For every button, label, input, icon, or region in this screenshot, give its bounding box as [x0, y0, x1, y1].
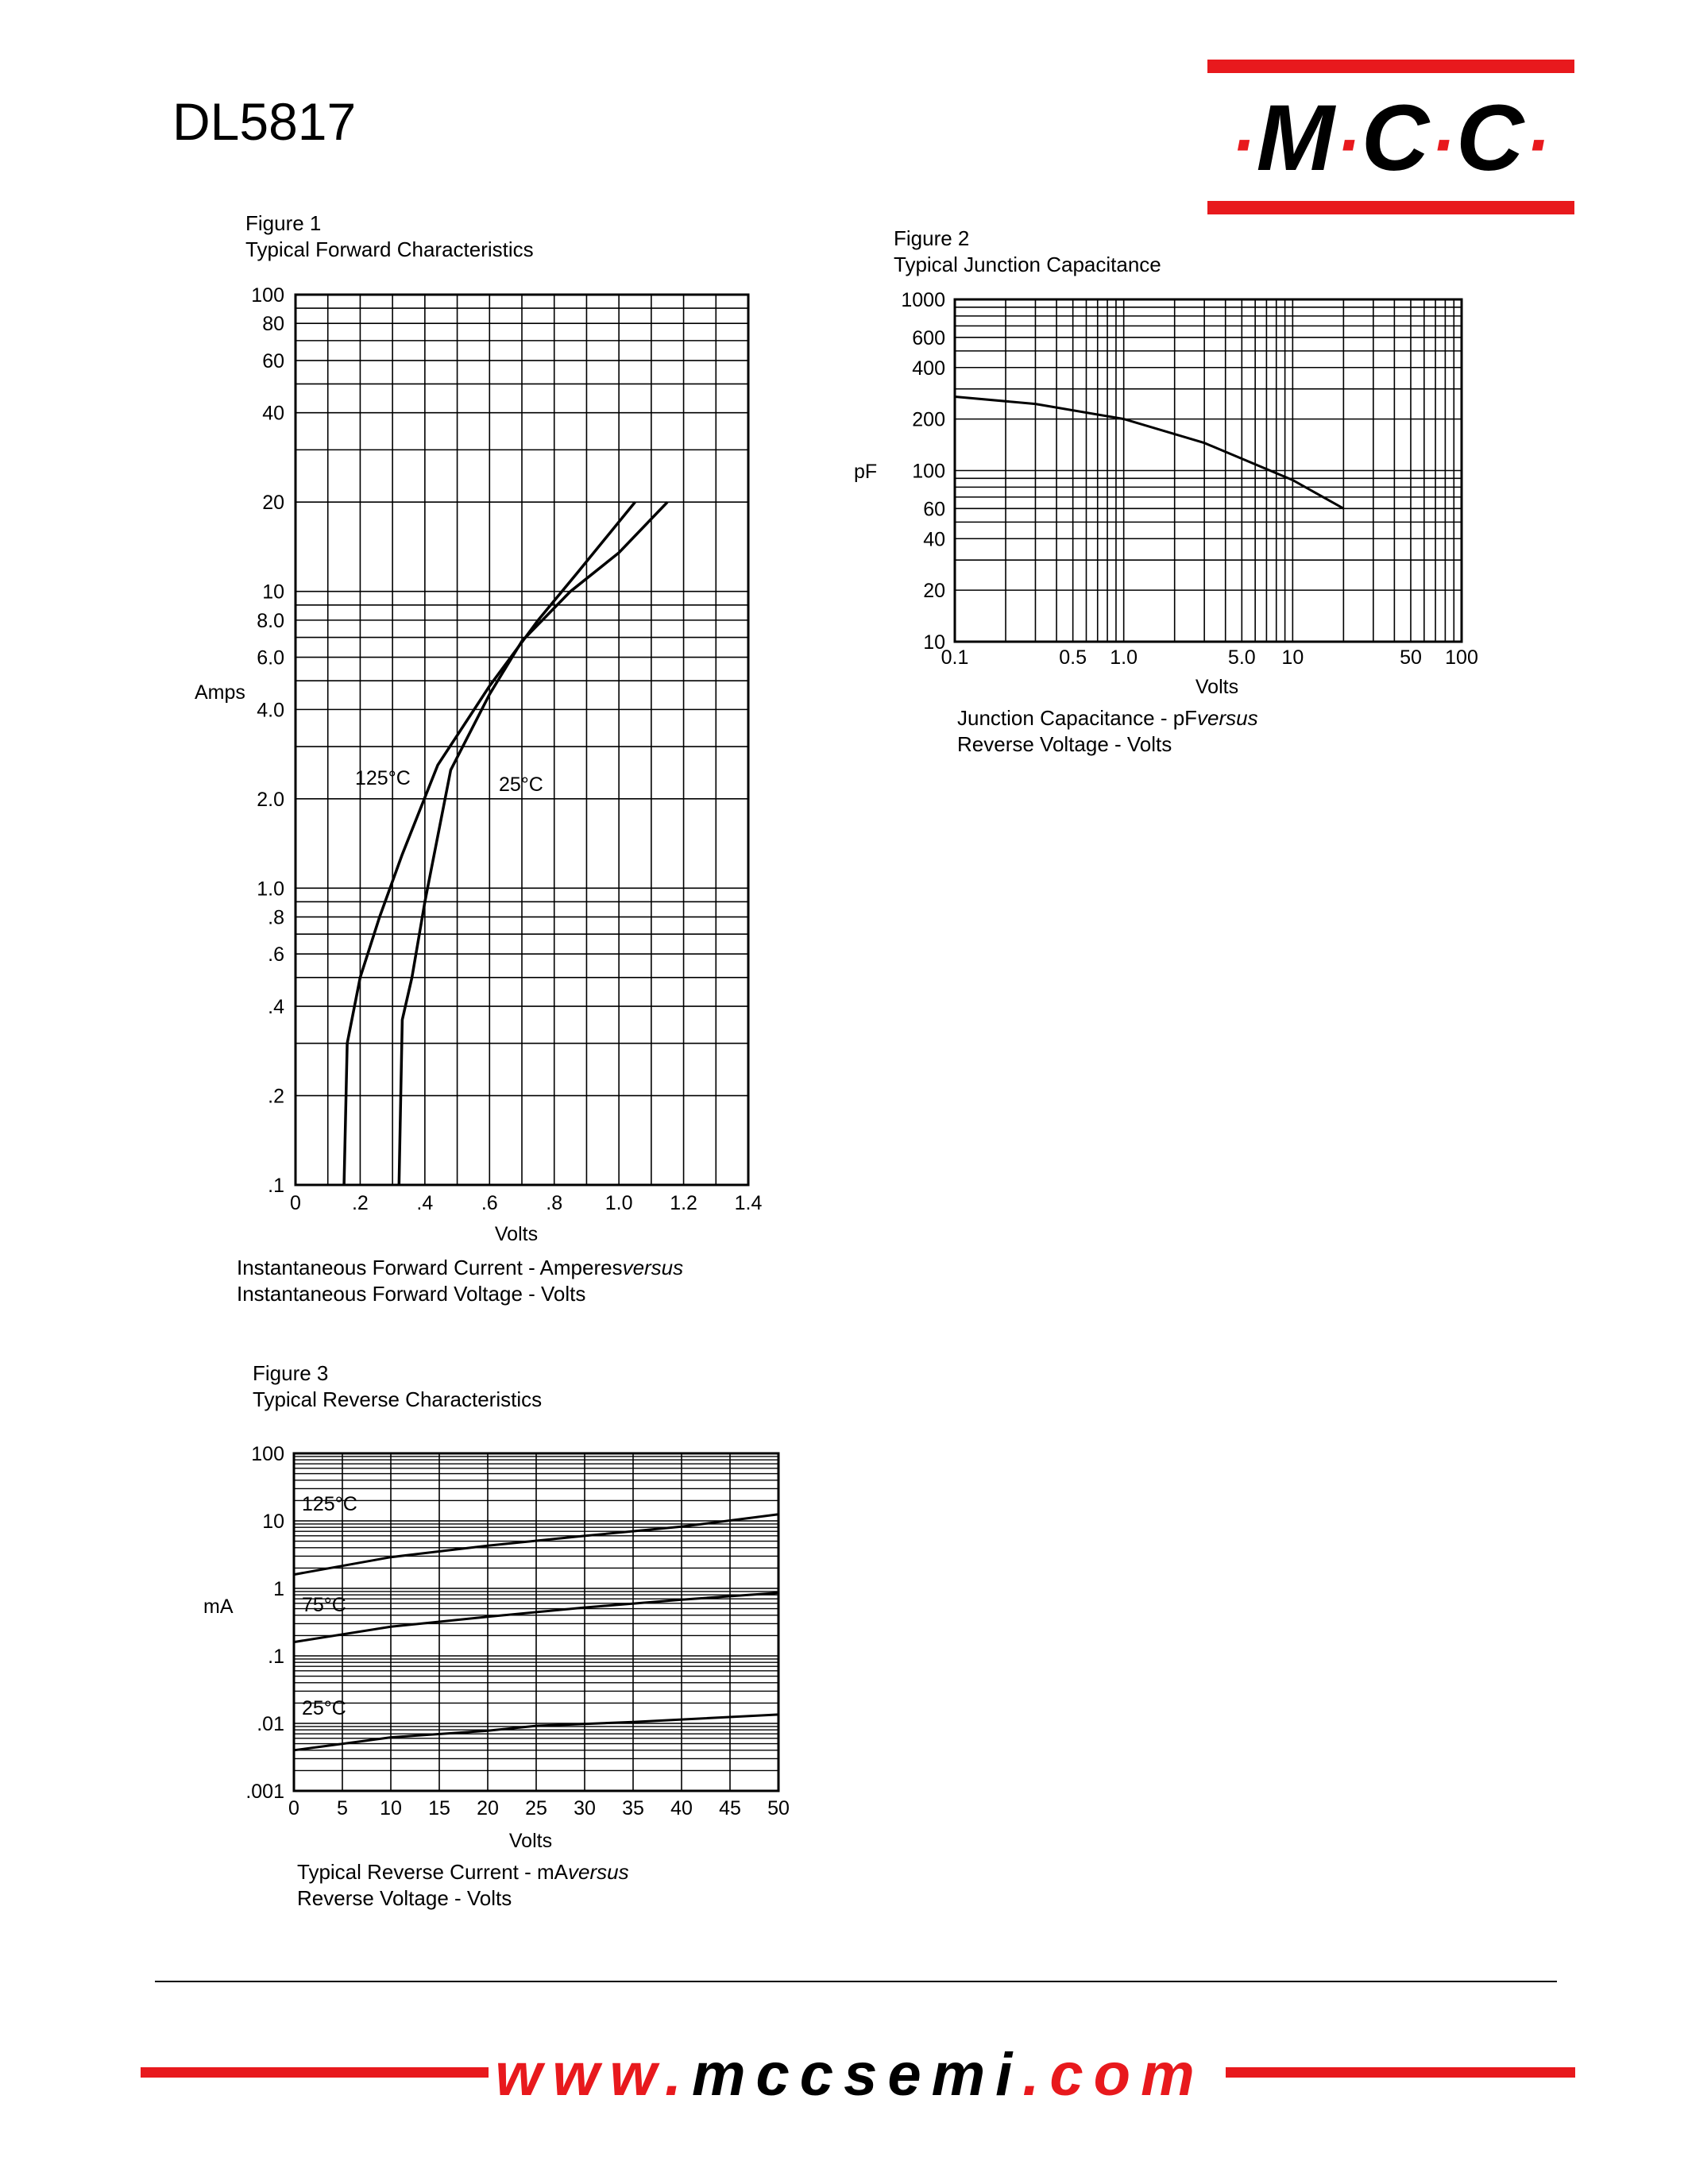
y-tick-label: 6.0 [257, 646, 284, 669]
x-tick-label: 0.5 [1059, 646, 1087, 669]
y-axis-label: mA [203, 1596, 234, 1618]
figure-1-label: Figure 1 [245, 211, 322, 235]
x-tick-label: 1.2 [670, 1192, 697, 1214]
y-tick-label: .6 [268, 943, 284, 967]
y-tick-label: 40 [923, 528, 945, 551]
y-tick-label: 10 [923, 631, 945, 654]
y-tick-label: .2 [268, 1085, 284, 1108]
y-axis-label: Amps [195, 681, 245, 704]
y-tick-label: 100 [251, 284, 284, 307]
logo-text: ·M·C·C· [1230, 86, 1551, 191]
y-tick-label: 200 [912, 408, 945, 431]
x-tick-label: 100 [1445, 646, 1478, 669]
x-tick-label: 25 [525, 1797, 547, 1819]
footer-right-bar [1226, 2067, 1575, 2078]
y-tick-label: 60 [923, 498, 945, 521]
figure-3-title: Typical Reverse Characteristics [253, 1387, 543, 1411]
x-tick-label: 45 [719, 1797, 741, 1819]
y-tick-label: 20 [262, 492, 284, 515]
y-tick-label: .8 [268, 906, 284, 929]
y-tick-label: 40 [262, 402, 284, 425]
x-tick-label: .2 [351, 1192, 369, 1214]
y-tick-label: 10 [262, 1511, 284, 1533]
y-tick-label: 2.0 [257, 788, 284, 811]
figure-3-caption: Typical Reverse Current - mAversus Reverse Voltage - Volts [297, 1860, 629, 1910]
x-tick-label: 5.0 [1227, 646, 1256, 669]
x-axis-label: Volts [494, 1223, 539, 1245]
y-tick-label: .001 [245, 1781, 284, 1803]
x-tick-label: 1.0 [605, 1192, 633, 1214]
figure-2-title: Typical Junction Capacitance [894, 253, 1161, 276]
x-tick-label: 5 [337, 1797, 348, 1819]
y-tick-label: 10 [262, 581, 284, 604]
y-tick-label: .01 [257, 1713, 284, 1735]
series-label: 75°C [302, 1594, 346, 1616]
x-tick-label: 1.0 [1110, 646, 1138, 669]
figure-1-title: Typical Forward Characteristics [245, 237, 534, 261]
y-tick-label: 60 [262, 349, 284, 372]
y-tick-label: 20 [923, 580, 945, 603]
x-tick-label: .8 [546, 1192, 563, 1214]
series-label: 25°C [302, 1697, 346, 1719]
footer-left-bar [141, 2067, 489, 2078]
part-number: DL5817 [172, 92, 357, 151]
figure-1-caption: Instantaneous Forward Current - Amperesversus Instantaneous Forward Voltage - Volts [237, 1256, 684, 1306]
x-tick-label: 10 [1281, 646, 1304, 669]
x-axis-label: Volts [1195, 676, 1239, 698]
series-label: 125°C [302, 1493, 357, 1515]
y-tick-label: .1 [268, 1646, 284, 1668]
x-tick-label: 10 [380, 1797, 402, 1819]
x-tick-label: 50 [1400, 646, 1422, 669]
series-label: 125°C [355, 767, 411, 789]
y-axis-label: pF [854, 461, 878, 483]
x-tick-label: 0 [290, 1192, 301, 1214]
y-tick-label: 1 [273, 1578, 284, 1600]
series-label: 25°C [499, 774, 543, 796]
y-tick-label: 80 [262, 313, 284, 336]
y-tick-label: .1 [268, 1175, 284, 1197]
y-tick-label: 1.0 [257, 878, 284, 901]
y-tick-label: 400 [912, 357, 945, 380]
x-tick-label: 0 [288, 1797, 299, 1819]
x-tick-label: .6 [481, 1192, 498, 1214]
x-tick-label: 35 [622, 1797, 644, 1819]
reverse-characteristics-chart [0, 0, 794, 1874]
x-axis-label: Volts [508, 1830, 553, 1852]
y-tick-label: 100 [912, 460, 945, 483]
y-tick-label: .4 [268, 996, 284, 1019]
x-tick-label: .4 [416, 1192, 434, 1214]
x-tick-label: 15 [428, 1797, 450, 1819]
y-tick-label: 1000 [901, 289, 945, 311]
footer-divider [155, 1981, 1557, 1982]
y-tick-label: 100 [251, 1443, 284, 1465]
figure-2-label: Figure 2 [894, 226, 970, 250]
y-tick-label: 8.0 [257, 609, 284, 632]
x-tick-label: 20 [477, 1797, 499, 1819]
y-tick-label: 600 [912, 326, 945, 349]
x-tick-label: 30 [574, 1797, 596, 1819]
x-tick-label: 1.4 [734, 1192, 763, 1214]
x-tick-label: 50 [767, 1797, 790, 1819]
y-tick-label: 4.0 [257, 699, 284, 722]
website-url[interactable]: www.mccsemi.com [495, 2041, 1205, 2109]
figure-3-label: Figure 3 [253, 1361, 329, 1385]
figure-2-caption: Junction Capacitance - pFversus Reverse Voltage - Volts [957, 706, 1258, 756]
x-tick-label: 0.1 [941, 646, 969, 669]
x-tick-label: 40 [670, 1797, 693, 1819]
